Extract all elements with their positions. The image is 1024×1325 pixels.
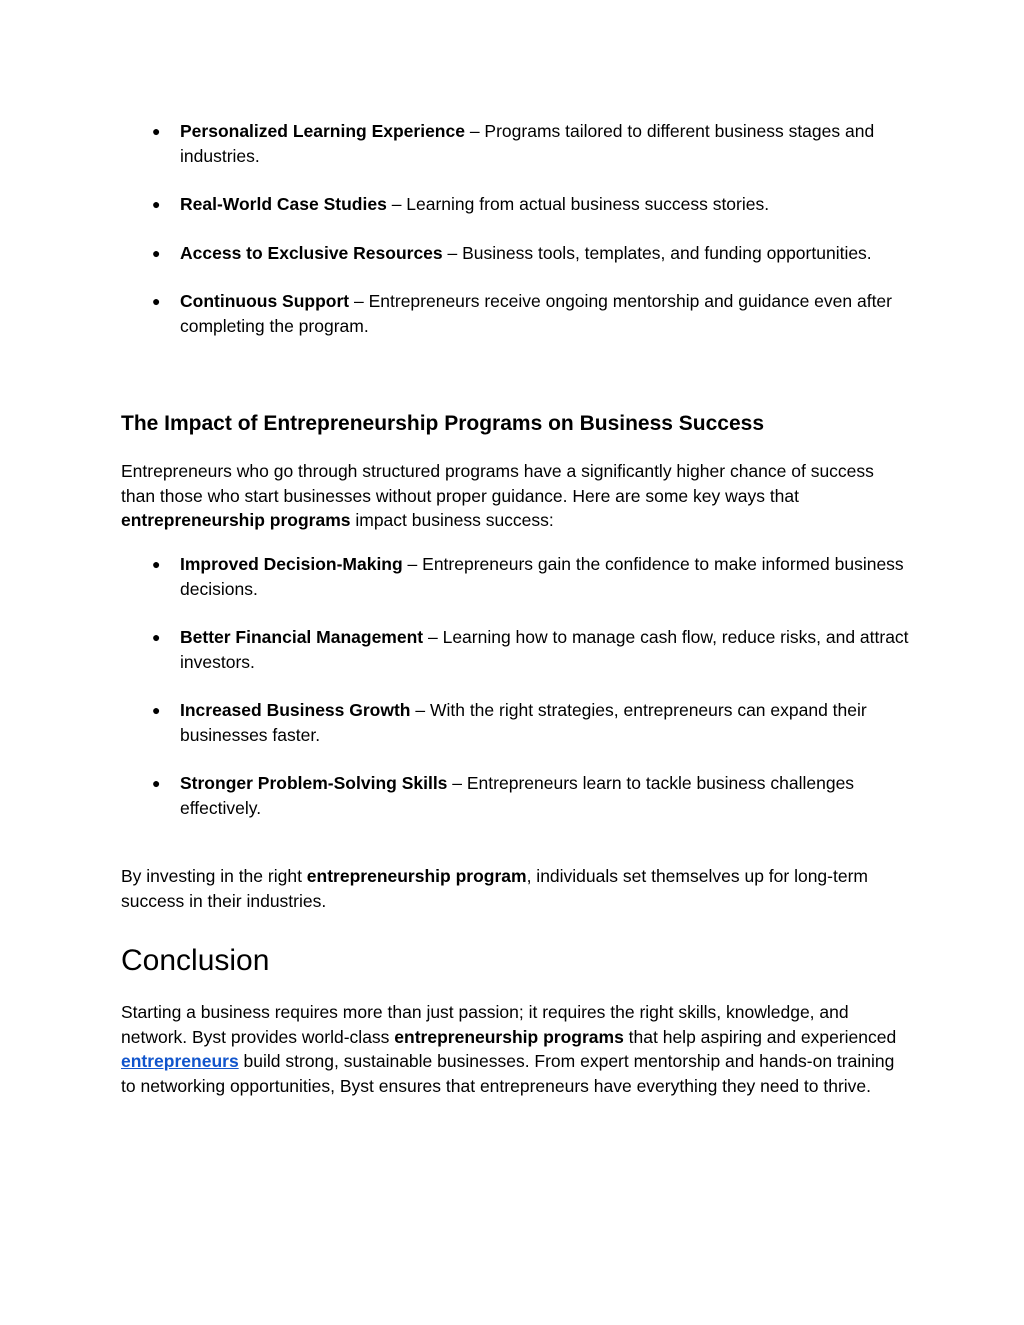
conclusion-text: that help aspiring and experienced	[623, 1026, 897, 1047]
list-item	[121, 289, 911, 338]
conclusion-bold: entrepreneurship programs	[394, 1026, 624, 1047]
list-item	[121, 241, 911, 266]
bullet-icon: ●	[152, 293, 161, 309]
bullet-icon: ●	[152, 556, 161, 572]
closing-paragraph	[121, 864, 891, 913]
item-title: Improved Decision-Making	[180, 554, 403, 574]
list-item	[121, 192, 911, 217]
intro-bold: entrepreneurship programs	[121, 510, 351, 530]
intro-paragraph	[121, 459, 891, 533]
conclusion-text: Starting a business requires more than just passion; it requires the right skills, knowledge, and network. Byst provides world-class	[121, 1002, 849, 1047]
closing-text-end: , individuals set themselves up for long-term success in their industries.	[121, 866, 868, 911]
item-text: – Entrepreneurs learn to tackle business challenges effectively.	[180, 773, 855, 818]
item-text: – Business tools, templates, and funding opportunities.	[442, 242, 872, 263]
bullet-icon: ●	[152, 196, 161, 212]
item-title: Personalized Learning Experience	[180, 121, 465, 141]
benefits-list	[121, 119, 911, 338]
bullet-icon: ●	[152, 702, 161, 718]
item-title: Access to Exclusive Resources	[180, 242, 443, 263]
bullet-icon: ●	[152, 123, 161, 139]
list-item	[121, 698, 911, 747]
item-text: – Entrepreneurs receive ongoing mentorship and guidance even after completing the program.	[180, 291, 892, 336]
list-item	[121, 771, 911, 820]
section-heading: The Impact of Entrepreneurship Programs on Business Success	[121, 412, 765, 435]
list-item	[121, 552, 911, 601]
closing-text: By investing in the right	[121, 866, 307, 886]
bullet-icon: ●	[152, 244, 161, 261]
conclusion-paragraph	[121, 1000, 911, 1098]
item-text: – Learning how to manage cash flow, reduce risks, and attract investors.	[180, 627, 909, 672]
item-title: Stronger Problem-Solving Skills	[180, 773, 448, 793]
item-title: Continuous Support	[180, 291, 350, 311]
item-title: Increased Business Growth	[180, 700, 411, 720]
closing-bold: entrepreneurship program	[306, 866, 527, 886]
conclusion-text-end: build strong, sustainable businesses. From expert mentorship and hands-on training to networking opportunities, Byst ensures that entrepreneurs have everything they need to thrive.	[121, 1051, 895, 1096]
item-text: – Learning from actual business success stories.	[386, 194, 770, 214]
item-title: Real-World Case Studies	[180, 194, 387, 214]
impact-list	[121, 552, 911, 820]
list-item	[121, 625, 911, 674]
item-text: – Programs tailored to different business stages and industries.	[180, 121, 875, 166]
list-item	[121, 119, 911, 168]
item-text: – Entrepreneurs gain the confidence to make informed business decisions.	[180, 554, 904, 599]
bullet-icon: ●	[152, 629, 161, 645]
intro-text: Entrepreneurs who go through structured programs have a significantly higher chance of success than those who start businesses without proper guidance. Here are some key ways that	[121, 461, 874, 506]
item-title: Better Financial Management	[180, 627, 424, 647]
conclusion-heading: Conclusion	[121, 944, 270, 977]
entrepreneurs-link[interactable]: entrepreneurs	[121, 1051, 239, 1071]
intro-text-end: impact business success:	[350, 510, 554, 530]
item-text: – With the right strategies, entrepreneurs can expand their businesses faster.	[180, 700, 867, 745]
bullet-icon: ●	[152, 775, 161, 791]
